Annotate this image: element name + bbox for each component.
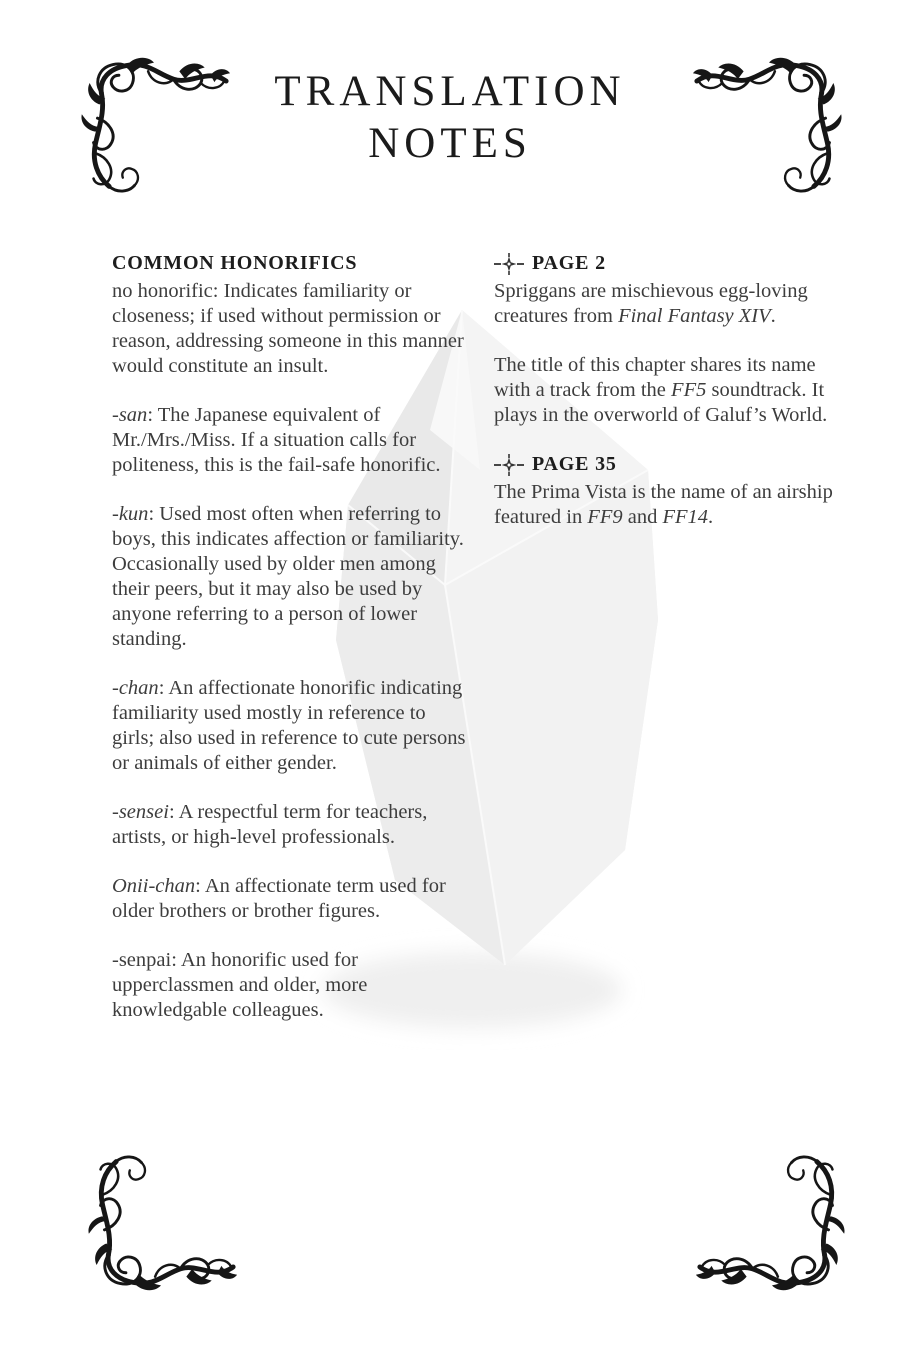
section-heading xyxy=(494,452,854,477)
page-title xyxy=(0,66,900,170)
paragraph xyxy=(112,403,472,478)
paragraph xyxy=(112,279,472,379)
body-text: no honorific: Indicates familiarity or closeness; if used without permission or reason, addressing someone in this manner would constitute an insult. xyxy=(112,280,464,377)
right-column-body xyxy=(494,251,854,530)
italic-text: -kun xyxy=(112,503,149,525)
paragraph xyxy=(494,353,854,428)
paragraph xyxy=(112,502,472,652)
body-text: . xyxy=(708,506,714,528)
paragraph xyxy=(112,676,472,776)
body-text: : The Japanese equivalent of Mr./Mrs./Miss. If a situation calls for politeness, this is the fail-safe honorific. xyxy=(112,404,441,476)
right-column xyxy=(494,251,854,554)
page-title-line2: NOTES xyxy=(368,120,532,167)
body-text: and xyxy=(622,506,663,528)
body-text: -senpai: An honorific used for upperclassmen and older, more knowledgable colleagues. xyxy=(112,949,368,1021)
left-column-body xyxy=(112,279,472,1023)
body-text: Spriggans are mischievous egg-loving creatures from xyxy=(494,280,808,327)
italic-text: -san xyxy=(112,404,148,426)
italic-text: -chan xyxy=(112,677,159,699)
left-column-heading: COMMON HONORIFICS xyxy=(112,252,358,274)
body-text: : Used most often when referring to boys, this indicates affection or familiarity. Occasionally used by older men among their peers, but it may also be used by anyone referring to a person of lower standing. xyxy=(112,503,464,650)
italic-text: Onii-chan xyxy=(112,875,196,897)
body-text: . xyxy=(770,305,776,327)
body-text: : An affectionate term used for older brothers or brother figures. xyxy=(112,875,446,922)
italic-text: Final Fantasy XIV xyxy=(618,305,771,327)
paragraph xyxy=(112,800,472,850)
four-point-star-ornament-icon xyxy=(494,454,524,476)
filigree-corner-ornament-bottom-right xyxy=(694,1155,850,1293)
paragraph xyxy=(112,874,472,924)
italic-text: -sensei xyxy=(112,801,169,823)
body-text: soundtrack. It plays in the overworld of Galuf’s World. xyxy=(494,379,828,426)
left-column xyxy=(112,251,472,1047)
filigree-flourish-icon xyxy=(83,1155,239,1293)
section-heading-label: PAGE 35 xyxy=(532,453,617,475)
italic-text: FF5 xyxy=(671,379,707,401)
paragraph xyxy=(494,480,854,530)
italic-text: FF9 xyxy=(587,506,623,528)
body-text: : A respectful term for teachers, artists, or high-level professionals. xyxy=(112,801,428,848)
section-heading-label: PAGE 2 xyxy=(532,252,606,274)
body-text: The title of this chapter shares its name with a track from the xyxy=(494,354,816,401)
paragraph xyxy=(112,948,472,1023)
body-text: The Prima Vista is the name of an airship featured in xyxy=(494,481,833,528)
section-heading xyxy=(494,251,854,276)
paragraph xyxy=(494,279,854,329)
body-text: : An affectionate honorific indicating familiarity used mostly in reference to girls; also used in reference to cute persons or animals of either gender. xyxy=(112,677,466,774)
four-point-star-ornament-icon xyxy=(494,253,524,275)
italic-text: FF14 xyxy=(662,506,709,528)
filigree-corner-ornament-bottom-left xyxy=(83,1155,239,1293)
page-title-line1: TRANSLATION xyxy=(274,68,626,115)
filigree-flourish-icon xyxy=(694,1155,850,1293)
